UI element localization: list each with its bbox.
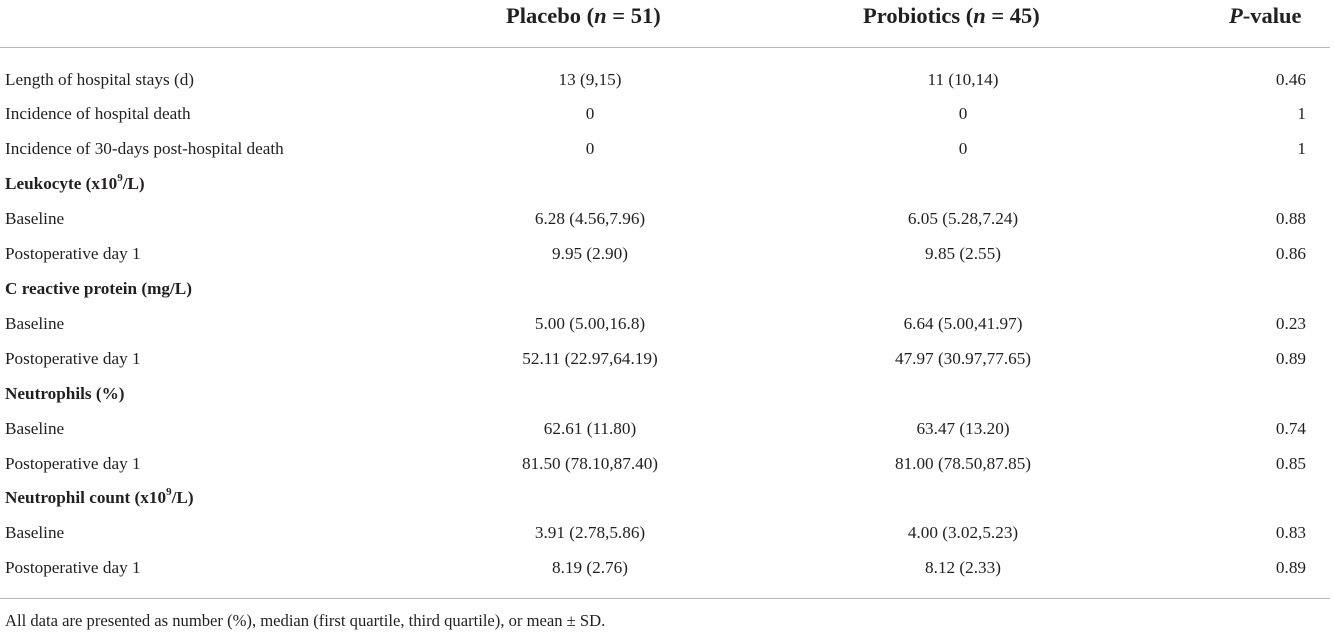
cell-probiotics: 0 bbox=[958, 104, 968, 123]
cell-placebo: 8.19 (2.76) bbox=[552, 558, 628, 577]
table-footnote: All data are presented as number (%), median (first quartile, third quartile), or mean ± SD. bbox=[5, 611, 606, 630]
cell-pvalue: 0.89 bbox=[1275, 349, 1306, 368]
table-row bbox=[0, 244, 1334, 279]
cell-pvalue: 0.46 bbox=[1275, 70, 1306, 89]
table-row bbox=[0, 523, 1334, 558]
table-row bbox=[0, 70, 1334, 105]
cell-pvalue: 1 bbox=[1297, 104, 1306, 123]
table-row bbox=[0, 454, 1334, 489]
cell-probiotics: 8.12 (2.33) bbox=[925, 558, 1001, 577]
row-label: Postoperative day 1 bbox=[5, 349, 141, 368]
cell-pvalue: 0.89 bbox=[1275, 558, 1306, 577]
row-label: Length of hospital stays (d) bbox=[5, 70, 195, 89]
row-label: Baseline bbox=[5, 314, 65, 333]
cell-pvalue: 0.88 bbox=[1275, 209, 1306, 228]
row-label: Baseline bbox=[5, 523, 65, 542]
row-label: Baseline bbox=[5, 419, 65, 438]
section-label-neutrophil-count: Neutrophil count $(x10^9/L)$ bbox=[5, 486, 194, 507]
cell-probiotics: 6.05 (5.28,7.24) bbox=[907, 209, 1019, 228]
cell-pvalue: 0.86 bbox=[1275, 244, 1306, 263]
table-section-row bbox=[0, 279, 1334, 314]
cell-probiotics: 11 (10,14) bbox=[927, 70, 999, 89]
table-header bbox=[0, 0, 1334, 48]
cell-probiotics: 81.00 (78.50,87.85) bbox=[894, 454, 1032, 473]
cell-placebo: 13 (9,15) bbox=[558, 70, 622, 89]
table-row bbox=[0, 419, 1334, 454]
row-label: Postoperative day 1 bbox=[5, 244, 141, 263]
table-row bbox=[0, 349, 1334, 384]
cell-placebo: 5.00 (5.00,16.8) bbox=[534, 314, 646, 333]
table-row bbox=[0, 209, 1334, 244]
cell-placebo: 3.91 (2.78,5.86) bbox=[534, 523, 646, 542]
section-label-crp: C reactive protein (mg/L) bbox=[5, 279, 192, 298]
header-placebo: Placebo (n = 51) bbox=[506, 3, 661, 28]
cell-placebo: 52.11 (22.97,64.19) bbox=[522, 349, 658, 368]
row-label: Postoperative day 1 bbox=[5, 558, 141, 577]
cell-probiotics: 63.47 (13.20) bbox=[916, 419, 1010, 438]
section-label-neutrophils: Neutrophils (%) bbox=[5, 384, 125, 403]
cell-pvalue: 1 bbox=[1297, 139, 1306, 158]
table-row bbox=[0, 139, 1334, 174]
cell-probiotics: 0 bbox=[958, 139, 968, 158]
footer-rule bbox=[0, 598, 1330, 599]
table-section-row bbox=[0, 384, 1334, 419]
cell-probiotics: 4.00 (3.02,5.23) bbox=[907, 523, 1019, 542]
cell-placebo: 0 bbox=[585, 139, 595, 158]
row-label: Incidence of hospital death bbox=[5, 104, 191, 123]
header-pvalue: P-value bbox=[1229, 3, 1302, 28]
header-probiotics: Probiotics (n = 45) bbox=[863, 3, 1040, 28]
table-section-row bbox=[0, 488, 1334, 523]
cell-placebo: 62.61 (11.80) bbox=[543, 419, 637, 438]
table-row bbox=[0, 558, 1334, 593]
cell-pvalue: 0.85 bbox=[1275, 454, 1306, 473]
cell-placebo: 81.50 (78.10,87.40) bbox=[521, 454, 659, 473]
cell-probiotics: 6.64 (5.00,41.97) bbox=[903, 314, 1023, 333]
header-rule bbox=[0, 47, 1330, 48]
cell-pvalue: 0.23 bbox=[1275, 314, 1306, 333]
cell-placebo: 9.95 (2.90) bbox=[552, 244, 628, 263]
table-section-row bbox=[0, 174, 1334, 209]
cell-placebo: 6.28 (4.56,7.96) bbox=[534, 209, 646, 228]
cell-placebo: 0 bbox=[585, 104, 595, 123]
table-row bbox=[0, 314, 1334, 349]
row-label: Incidence of 30-days post-hospital death bbox=[5, 139, 284, 158]
cell-probiotics: 47.97 (30.97,77.65) bbox=[894, 349, 1032, 368]
row-label: Baseline bbox=[5, 209, 65, 228]
table-row bbox=[0, 104, 1334, 139]
row-label: Postoperative day 1 bbox=[5, 454, 141, 473]
cell-probiotics: 9.85 (2.55) bbox=[925, 244, 1001, 263]
cell-pvalue: 0.74 bbox=[1275, 419, 1306, 438]
cell-pvalue: 0.83 bbox=[1275, 523, 1306, 542]
section-label-leukocyte: Leukocyte $(x10^9/L)$ bbox=[5, 172, 145, 193]
